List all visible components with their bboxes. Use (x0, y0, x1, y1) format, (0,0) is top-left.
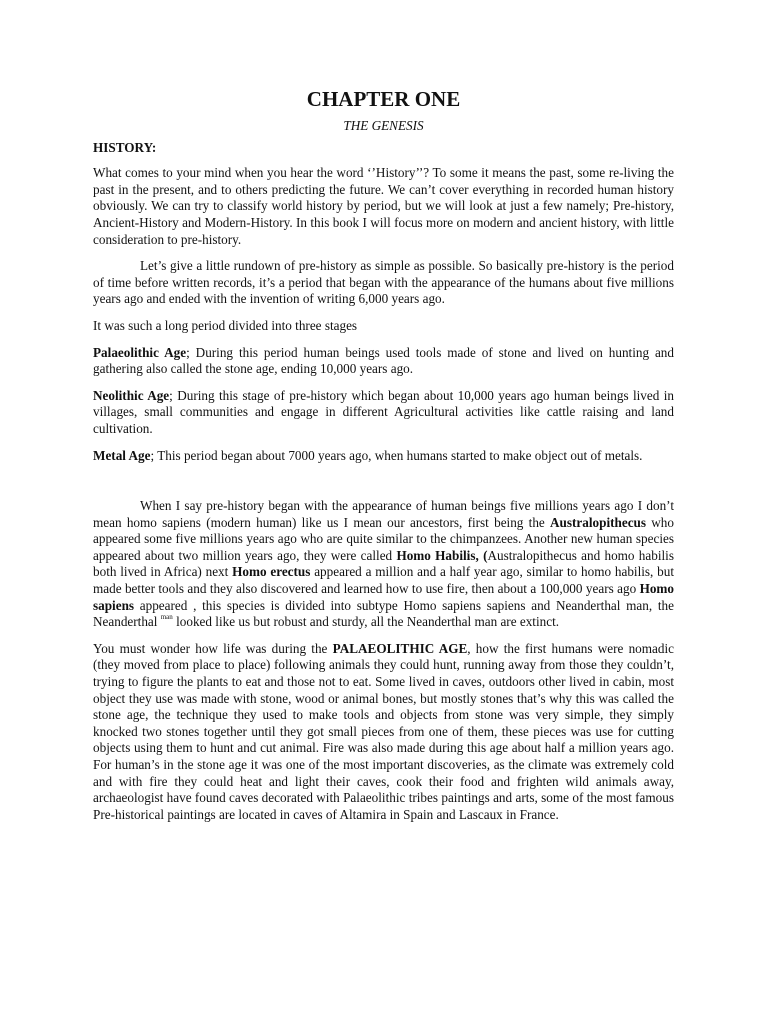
life-text-2: , how the first humans were nomadic (they moved from place to place) following animals they could hunt, running away from those they couldn’t, trying to figure the plants to eat and those not to eat. Some lived in caves, outdoors other lived in cabin, most object they use was made with stone, wood or animal bones, but mostly stones that’s why this was called the stone age, the technique they used to make tools and objects from stone was very simple, they simply knocked two stones together until they got small pieces from one of them, these pieces was use for cutting objects using them to hunt and cut animal. Fire was also made during this age about half a million years ago. For human’s in the stone age it was one of the most important discoveries, as the climate was extremely cold and with fire they could heat and light their caves, cook their food and frighten wild animals away, archaeologist have found caves decorated with Palaeolithic tribes paintings and arts, some of the most famous Pre-historical paintings are located in caves of Altamira in Spain and Lascaux in France. (93, 640, 674, 822)
neolithic-term: Neolithic Age (93, 387, 170, 403)
species-text-3: Australopithecus and homo habilis both lived in Africa) next (93, 547, 674, 580)
metal-text: ; This period began about 7000 years ago, when humans started to make object out of metals. (150, 447, 643, 463)
species-text-6: looked like us but robust and sturdy, all the Neanderthal man are extinct. (172, 614, 560, 630)
intro-paragraph: What comes to your mind when you hear the word ‘’History’’? To some it means the past, some re-living the past in the present, and to others predicting the future. We can’t cover everything in recorded human history obviously. We can try to classify world history by period, but we will look at just a few namely; Pre-history, Ancient-History and Modern-History. In this book I will focus more on modern and ancient history, with little consideration to pre-history. (93, 165, 674, 247)
species-text-4: appeared a million and a half year ago, similar to homo habilis, but made better tools and they also discovered and learned how to use fire, then about a 100,000 years ago (93, 564, 674, 597)
neolithic-text: ; During this stage of pre-history which began about 10,000 years ago human beings lived in villages, small communities and engage in different Agricultural activities like cattle raising and land cultivation. (93, 387, 674, 436)
species-homo-habilis: Homo Habilis, ( (396, 547, 488, 563)
species-superscript: man (160, 613, 173, 622)
neolithic-paragraph (93, 388, 674, 438)
species-homo-erectus: Homo erectus (232, 564, 311, 580)
palaeolithic-term: Palaeolithic Age (93, 344, 187, 360)
metal-paragraph (93, 448, 674, 465)
document-page (93, 86, 674, 833)
species-text-2: who appeared some five millions years ago who are quite similar to the chimpanzees. Another new human species appeared about two million years ago, they were called (93, 514, 674, 563)
paragraph-gap (93, 474, 674, 498)
metal-term: Metal Age (93, 447, 151, 463)
section-heading: HISTORY: (93, 139, 157, 155)
palaeolithic-life-paragraph (93, 641, 674, 824)
chapter-subtitle: THE GENESIS (343, 118, 424, 133)
species-homo-sapiens: Homo sapiens (93, 581, 674, 613)
palaeolithic-text: ; During this period human beings used tools made of stone and lived on hunting and gathering also called the stone age, ending 10,000 years ago. (93, 344, 674, 377)
stages-intro: It was such a long period divided into three stages (93, 317, 358, 333)
human-species-paragraph (93, 498, 674, 631)
chapter-title: CHAPTER ONE (306, 87, 461, 111)
palaeolithic-paragraph (93, 345, 674, 378)
species-text-1: When I say pre-history began with the appearance of human beings five millions years ago I don’t mean homo sapiens (modern human) like us I mean our ancestors, first being the (93, 498, 674, 530)
life-palaeolithic-age: PALAEOLITHIC AGE (332, 640, 468, 656)
prehistory-paragraph: Let’s give a little rundown of pre-history as simple as possible. So basically pre-history is the period of time before written records, it’s a period that began with the appearance of the humans about five millions years ago and ended with the invention of writing 6,000 years ago. (93, 258, 674, 307)
species-text-5: appeared , this species is divided into subtype Homo sapiens sapiens and Neanderthal man, the Neanderthal (93, 597, 674, 630)
life-text-1: You must wonder how life was during the (93, 640, 333, 656)
species-australopithecus: Australopithecus (550, 514, 647, 530)
